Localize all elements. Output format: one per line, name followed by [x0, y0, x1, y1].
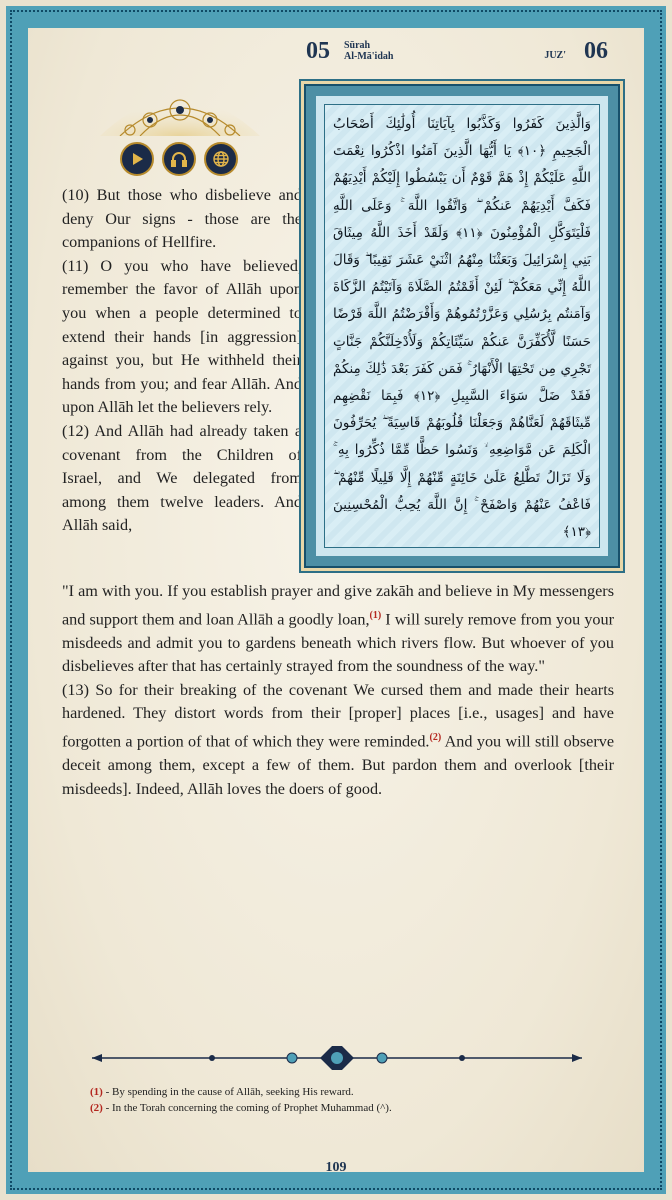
translation-left-column: [62, 184, 302, 538]
audio-controls: [120, 142, 240, 178]
medallion-ornament: [90, 80, 270, 136]
footnote-marker-1: (1): [90, 1086, 103, 1098]
verse-11: (11) O you who have believed, remember the favor of Allāh upon you when a people determined to extend their hands [in aggression] against you, but He withheld their hands from you; and fear Allāh. And upon Allāh let the believers rely.: [62, 256, 302, 417]
juz-label: JUZ': [544, 50, 566, 61]
verse-13: [62, 679, 614, 801]
surah-number: 05: [306, 38, 330, 64]
page-header: [278, 38, 608, 68]
footnote-ref-2[interactable]: (2): [429, 731, 442, 743]
divider-ornament: [92, 1046, 582, 1070]
juz-number: 06: [584, 38, 608, 64]
footnote-ref-1[interactable]: (1): [369, 609, 382, 621]
surah-word: Sūrah: [344, 40, 371, 51]
verse-12-text-b: I will surely remove from you your misdeeds and admit you to gardens beneath which rivers flow. But whoever of you disbelieves after that has certainly strayed from the soundness of the way.": [62, 609, 614, 676]
verse-12-start: (12) And Allāh had already taken a covenant from the Children of Israel, and We delegated from among them twelve leaders. And Allāh said,: [62, 421, 302, 535]
surah-title: Al-Mā'idah: [344, 51, 394, 62]
play-icon[interactable]: [120, 142, 154, 176]
headphones-icon[interactable]: [162, 142, 196, 176]
footnote-text-1: - By spending in the cause of Allāh, seeking His reward.: [102, 1086, 354, 1098]
verse-10: (10) But those who disbelieve and deny Our signs - those are the companions of Hellfire.: [62, 186, 302, 252]
translation-full-width: [62, 580, 614, 801]
verse-12-text-a: "I am with you. If you establish prayer and give zakāh and believe in My messengers and support them and loan Allāh a goodly loan,: [62, 582, 614, 628]
arabic-text-panel: [306, 86, 618, 566]
footnotes: [90, 1084, 590, 1116]
globe-icon[interactable]: [204, 142, 238, 176]
footnote-1: [90, 1084, 590, 1100]
footnote-marker-2: (2): [90, 1102, 103, 1114]
arabic-verses: وَالَّذِينَ كَفَرُوا وَكَذَّبُوا بِآيَاتِنَا أُولَٰئِكَ أَصْحَابُ الْجَحِيمِ ﴿١٠﴾ يَا أَيُّهَا الَّذِينَ آمَنُوا اذْكُرُوا نِعْمَتَ اللَّهِ عَلَيْكُمْ إِذْ هَمَّ قَوْمٌ أَن يَبْسُطُوا إِلَيْكُمْ أَيْدِيَهُمْ فَكَفَّ أَيْدِيَهُمْ عَنكُمْ ۖ وَاتَّقُوا اللَّهَ ۚ وَعَلَى اللَّهِ فَلْيَتَوَكَّلِ الْمُؤْمِنُونَ ﴿١١﴾ وَلَقَدْ أَخَذَ اللَّهُ مِيثَاقَ بَنِي إِسْرَائِيلَ وَبَعَثْنَا مِنْهُمُ اثْنَيْ عَشَرَ نَقِيبًا ۖ وَقَالَ اللَّهُ إِنِّي مَعَكُمْ ۖ لَئِنْ أَقَمْتُمُ الصَّلَاةَ وَآتَيْتُمُ الزَّكَاةَ وَآمَنتُم بِرُسُلِي وَعَزَّرْتُمُوهُمْ وَأَقْرَضْتُمُ اللَّهَ قَرْضًا حَسَنًا لَّأُكَفِّرَنَّ عَنكُمْ سَيِّئَاتِكُمْ وَلَأُدْخِلَنَّكُمْ جَنَّاتٍ تَجْرِي مِن تَحْتِهَا الْأَنْهَارُ ۚ فَمَن كَفَرَ بَعْدَ ذَٰلِكَ مِنكُمْ فَقَدْ ضَلَّ سَوَاءَ السَّبِيلِ ﴿١٢﴾ فَبِمَا نَقْضِهِم مِّيثَاقَهُمْ لَعَنَّاهُمْ وَجَعَلْنَا قُلُوبَهُمْ قَاسِيَةً ۖ يُحَرِّفُونَ الْكَلِمَ عَن مَّوَاضِعِهِ ۙ وَنَسُوا حَظًّا مِّمَّا ذُكِّرُوا بِهِ ۚ وَلَا تَزَالُ تَطَّلِعُ عَلَىٰ خَائِنَةٍ مِّنْهُمْ إِلَّا قَلِيلًا مِّنْهُمْ ۖ فَاعْفُ عَنْهُمْ وَاصْفَحْ ۚ إِنَّ اللَّهَ يُحِبُّ الْمُحْسِنِينَ ﴿١٣﴾: [324, 104, 600, 548]
page-number: 109: [325, 1160, 347, 1175]
verse-12-continuation: [62, 580, 614, 679]
surah-name: [344, 40, 393, 62]
verse-13-text-a: (13) So for their breaking of the covenant We cursed them and made their hearts hardened. They distort words from their [proper] places [i.e., usages] and have forgotten a portion of that of which they were reminded.: [62, 680, 614, 751]
footnote-text-2: - In the Torah concerning the coming of Prophet Muhammad (^).: [102, 1102, 392, 1114]
verse-13-text-b: And you will still observe deceit among them, except a few of them. But pardon them and overlook [their misdeeds]. Indeed, Allāh loves the doers of good.: [62, 732, 615, 798]
footnote-2: [90, 1100, 590, 1116]
